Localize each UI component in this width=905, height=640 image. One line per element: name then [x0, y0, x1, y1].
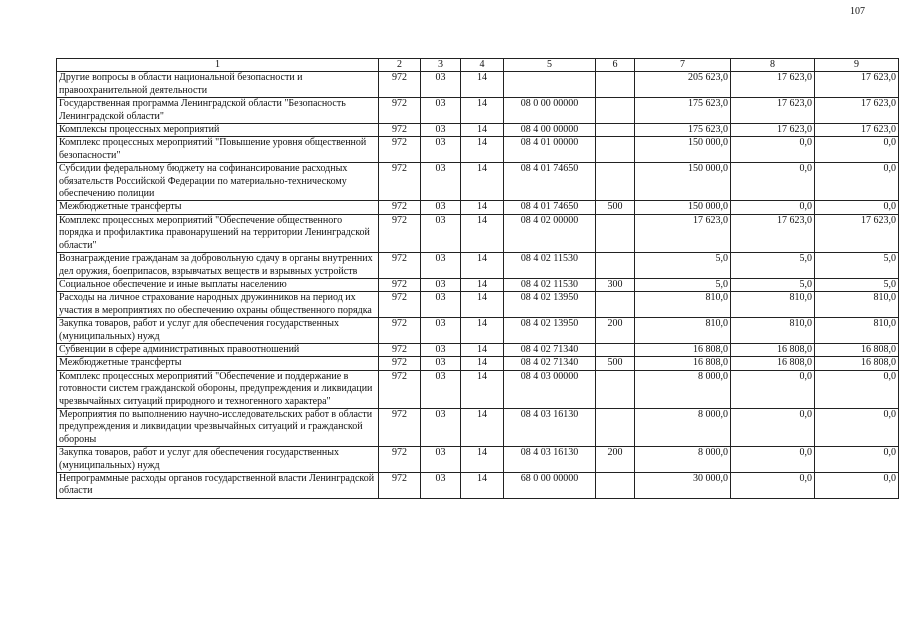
target-article-cell: 08 4 02 71340 [504, 343, 596, 356]
grbs-cell: 972 [379, 214, 421, 252]
table-row [57, 278, 899, 291]
section-cell: 03 [421, 163, 461, 201]
section-cell: 03 [421, 124, 461, 137]
grbs-cell: 972 [379, 98, 421, 124]
grbs-cell: 972 [379, 124, 421, 137]
table-row [57, 447, 899, 473]
subsection-cell: 14 [461, 447, 504, 473]
section-cell: 03 [421, 370, 461, 408]
subsection-cell: 14 [461, 98, 504, 124]
amount-col8-cell: 0,0 [731, 370, 815, 408]
subsection-cell: 14 [461, 214, 504, 252]
amount-col7-cell: 205 623,0 [635, 72, 731, 98]
amount-col9-cell: 0,0 [815, 163, 899, 201]
section-cell: 03 [421, 357, 461, 370]
amount-col8-cell: 0,0 [731, 408, 815, 446]
subsection-cell: 14 [461, 124, 504, 137]
section-cell: 03 [421, 278, 461, 291]
amount-col9-cell: 17 623,0 [815, 98, 899, 124]
row-name-cell: Комплекс процессных мероприятий "Обеспечение общественного порядка и профилактика правонарушений на территории Ленинградской области" [57, 214, 379, 252]
target-article-cell: 08 4 01 74650 [504, 201, 596, 214]
subsection-cell: 14 [461, 278, 504, 291]
amount-col8-cell: 5,0 [731, 253, 815, 279]
column-header: 1 [57, 59, 379, 72]
grbs-cell: 972 [379, 408, 421, 446]
table-row [57, 72, 899, 98]
amount-col7-cell: 175 623,0 [635, 98, 731, 124]
section-cell: 03 [421, 318, 461, 344]
grbs-cell: 972 [379, 473, 421, 499]
amount-col8-cell: 0,0 [731, 447, 815, 473]
expense-type-cell: 300 [596, 278, 635, 291]
subsection-cell: 14 [461, 201, 504, 214]
subsection-cell: 14 [461, 357, 504, 370]
amount-col9-cell: 17 623,0 [815, 72, 899, 98]
amount-col7-cell: 8 000,0 [635, 447, 731, 473]
subsection-cell: 14 [461, 137, 504, 163]
grbs-cell: 972 [379, 292, 421, 318]
section-cell: 03 [421, 214, 461, 252]
amount-col9-cell: 0,0 [815, 370, 899, 408]
column-header: 8 [731, 59, 815, 72]
section-cell: 03 [421, 201, 461, 214]
column-header: 9 [815, 59, 899, 72]
table-row [57, 357, 899, 370]
target-article-cell: 68 0 00 00000 [504, 473, 596, 499]
target-article-cell [504, 72, 596, 98]
expense-type-cell [596, 72, 635, 98]
target-article-cell: 08 4 02 00000 [504, 214, 596, 252]
grbs-cell: 972 [379, 137, 421, 163]
amount-col9-cell: 810,0 [815, 292, 899, 318]
grbs-cell: 972 [379, 370, 421, 408]
section-cell: 03 [421, 72, 461, 98]
subsection-cell: 14 [461, 408, 504, 446]
amount-col9-cell: 0,0 [815, 473, 899, 499]
column-header: 5 [504, 59, 596, 72]
budget-table [56, 58, 899, 499]
amount-col8-cell: 0,0 [731, 473, 815, 499]
row-name-cell: Субвенции в сфере административных правоотношений [57, 343, 379, 356]
amount-col8-cell: 0,0 [731, 201, 815, 214]
table-row [57, 408, 899, 446]
amount-col9-cell: 16 808,0 [815, 343, 899, 356]
amount-col7-cell: 810,0 [635, 292, 731, 318]
subsection-cell: 14 [461, 343, 504, 356]
row-name-cell: Комплекс процессных мероприятий "Обеспечение и поддержание в готовности систем гражданской обороны, предупреждения и ликвидации чрезвычайных ситуаций природного и техногенного характера" [57, 370, 379, 408]
amount-col8-cell: 17 623,0 [731, 98, 815, 124]
target-article-cell: 08 4 02 71340 [504, 357, 596, 370]
table-row [57, 214, 899, 252]
amount-col8-cell: 16 808,0 [731, 357, 815, 370]
expense-type-cell [596, 253, 635, 279]
target-article-cell: 08 4 03 00000 [504, 370, 596, 408]
expense-type-cell [596, 292, 635, 318]
amount-col9-cell: 5,0 [815, 278, 899, 291]
target-article-cell: 08 4 00 00000 [504, 124, 596, 137]
expense-type-cell [596, 473, 635, 499]
table-row [57, 318, 899, 344]
target-article-cell: 08 4 02 13950 [504, 318, 596, 344]
row-name-cell: Межбюджетные трансферты [57, 201, 379, 214]
table-row [57, 137, 899, 163]
target-article-cell: 08 0 00 00000 [504, 98, 596, 124]
expense-type-cell: 500 [596, 201, 635, 214]
expense-type-cell: 200 [596, 318, 635, 344]
amount-col7-cell: 5,0 [635, 278, 731, 291]
amount-col7-cell: 8 000,0 [635, 370, 731, 408]
table-row [57, 343, 899, 356]
amount-col8-cell: 17 623,0 [731, 72, 815, 98]
expense-type-cell [596, 408, 635, 446]
amount-col8-cell: 5,0 [731, 278, 815, 291]
amount-col8-cell: 16 808,0 [731, 343, 815, 356]
subsection-cell: 14 [461, 318, 504, 344]
amount-col8-cell: 0,0 [731, 163, 815, 201]
amount-col9-cell: 16 808,0 [815, 357, 899, 370]
subsection-cell: 14 [461, 253, 504, 279]
target-article-cell: 08 4 02 13950 [504, 292, 596, 318]
table-row [57, 370, 899, 408]
expense-type-cell [596, 124, 635, 137]
grbs-cell: 972 [379, 343, 421, 356]
subsection-cell: 14 [461, 370, 504, 408]
row-name-cell: Вознаграждение гражданам за добровольную сдачу в органы внутренних дел оружия, боеприпасов, взрывчатых веществ и взрывных устройств [57, 253, 379, 279]
amount-col9-cell: 17 623,0 [815, 214, 899, 252]
page-number: 107 [850, 6, 865, 17]
expense-type-cell: 500 [596, 357, 635, 370]
amount-col9-cell: 810,0 [815, 318, 899, 344]
row-name-cell: Межбюджетные трансферты [57, 357, 379, 370]
target-article-cell: 08 4 03 16130 [504, 447, 596, 473]
table-header-row [57, 59, 899, 72]
amount-col7-cell: 8 000,0 [635, 408, 731, 446]
subsection-cell: 14 [461, 292, 504, 318]
subsection-cell: 14 [461, 163, 504, 201]
table-row [57, 473, 899, 499]
target-article-cell: 08 4 03 16130 [504, 408, 596, 446]
table-row [57, 98, 899, 124]
column-header: 3 [421, 59, 461, 72]
amount-col7-cell: 150 000,0 [635, 163, 731, 201]
section-cell: 03 [421, 253, 461, 279]
row-name-cell: Субсидии федеральному бюджету на софинансирование расходных обязательств Российской Федерации по материально-техническому обеспечению полиции [57, 163, 379, 201]
section-cell: 03 [421, 137, 461, 163]
target-article-cell: 08 4 01 00000 [504, 137, 596, 163]
amount-col9-cell: 0,0 [815, 137, 899, 163]
amount-col7-cell: 150 000,0 [635, 137, 731, 163]
section-cell: 03 [421, 98, 461, 124]
table-row [57, 201, 899, 214]
expense-type-cell [596, 343, 635, 356]
amount-col7-cell: 17 623,0 [635, 214, 731, 252]
amount-col7-cell: 810,0 [635, 318, 731, 344]
row-name-cell: Закупка товаров, работ и услуг для обеспечения государственных (муниципальных) нужд [57, 318, 379, 344]
section-cell: 03 [421, 292, 461, 318]
grbs-cell: 972 [379, 201, 421, 214]
table-row [57, 292, 899, 318]
grbs-cell: 972 [379, 447, 421, 473]
row-name-cell: Расходы на личное страхование народных дружинников на период их участия в мероприятиях по обеспечению охраны общественного порядка [57, 292, 379, 318]
expense-type-cell [596, 137, 635, 163]
table-body [57, 72, 899, 498]
grbs-cell: 972 [379, 318, 421, 344]
amount-col9-cell: 0,0 [815, 447, 899, 473]
row-name-cell: Закупка товаров, работ и услуг для обеспечения государственных (муниципальных) нужд [57, 447, 379, 473]
amount-col8-cell: 810,0 [731, 318, 815, 344]
amount-col9-cell: 0,0 [815, 201, 899, 214]
grbs-cell: 972 [379, 163, 421, 201]
grbs-cell: 972 [379, 357, 421, 370]
amount-col8-cell: 17 623,0 [731, 214, 815, 252]
column-header: 4 [461, 59, 504, 72]
column-header: 2 [379, 59, 421, 72]
amount-col7-cell: 30 000,0 [635, 473, 731, 499]
amount-col9-cell: 17 623,0 [815, 124, 899, 137]
section-cell: 03 [421, 408, 461, 446]
subsection-cell: 14 [461, 473, 504, 499]
grbs-cell: 972 [379, 72, 421, 98]
amount-col7-cell: 175 623,0 [635, 124, 731, 137]
amount-col9-cell: 0,0 [815, 408, 899, 446]
table-row [57, 253, 899, 279]
expense-type-cell [596, 98, 635, 124]
row-name-cell: Другие вопросы в области национальной безопасности и правоохранительной деятельности [57, 72, 379, 98]
grbs-cell: 972 [379, 253, 421, 279]
amount-col8-cell: 17 623,0 [731, 124, 815, 137]
subsection-cell: 14 [461, 72, 504, 98]
target-article-cell: 08 4 01 74650 [504, 163, 596, 201]
row-name-cell: Государственная программа Ленинградской области "Безопасность Ленинградской области" [57, 98, 379, 124]
amount-col7-cell: 16 808,0 [635, 343, 731, 356]
section-cell: 03 [421, 473, 461, 499]
section-cell: 03 [421, 447, 461, 473]
row-name-cell: Комплексы процессных мероприятий [57, 124, 379, 137]
column-header: 7 [635, 59, 731, 72]
row-name-cell: Непрограммные расходы органов государственной власти Ленинградской области [57, 473, 379, 499]
expense-type-cell [596, 370, 635, 408]
amount-col9-cell: 5,0 [815, 253, 899, 279]
target-article-cell: 08 4 02 11530 [504, 278, 596, 291]
amount-col8-cell: 810,0 [731, 292, 815, 318]
row-name-cell: Мероприятия по выполнению научно-исследовательских работ в области предупреждения и ликвидации чрезвычайных ситуаций и гражданской обороны [57, 408, 379, 446]
amount-col7-cell: 5,0 [635, 253, 731, 279]
grbs-cell: 972 [379, 278, 421, 291]
expense-type-cell: 200 [596, 447, 635, 473]
section-cell: 03 [421, 343, 461, 356]
target-article-cell: 08 4 02 11530 [504, 253, 596, 279]
amount-col7-cell: 16 808,0 [635, 357, 731, 370]
expense-type-cell [596, 214, 635, 252]
row-name-cell: Комплекс процессных мероприятий "Повышение уровня общественной безопасности" [57, 137, 379, 163]
column-header: 6 [596, 59, 635, 72]
amount-col8-cell: 0,0 [731, 137, 815, 163]
expense-type-cell [596, 163, 635, 201]
amount-col7-cell: 150 000,0 [635, 201, 731, 214]
row-name-cell: Социальное обеспечение и иные выплаты населению [57, 278, 379, 291]
table-row [57, 124, 899, 137]
table-row [57, 163, 899, 201]
